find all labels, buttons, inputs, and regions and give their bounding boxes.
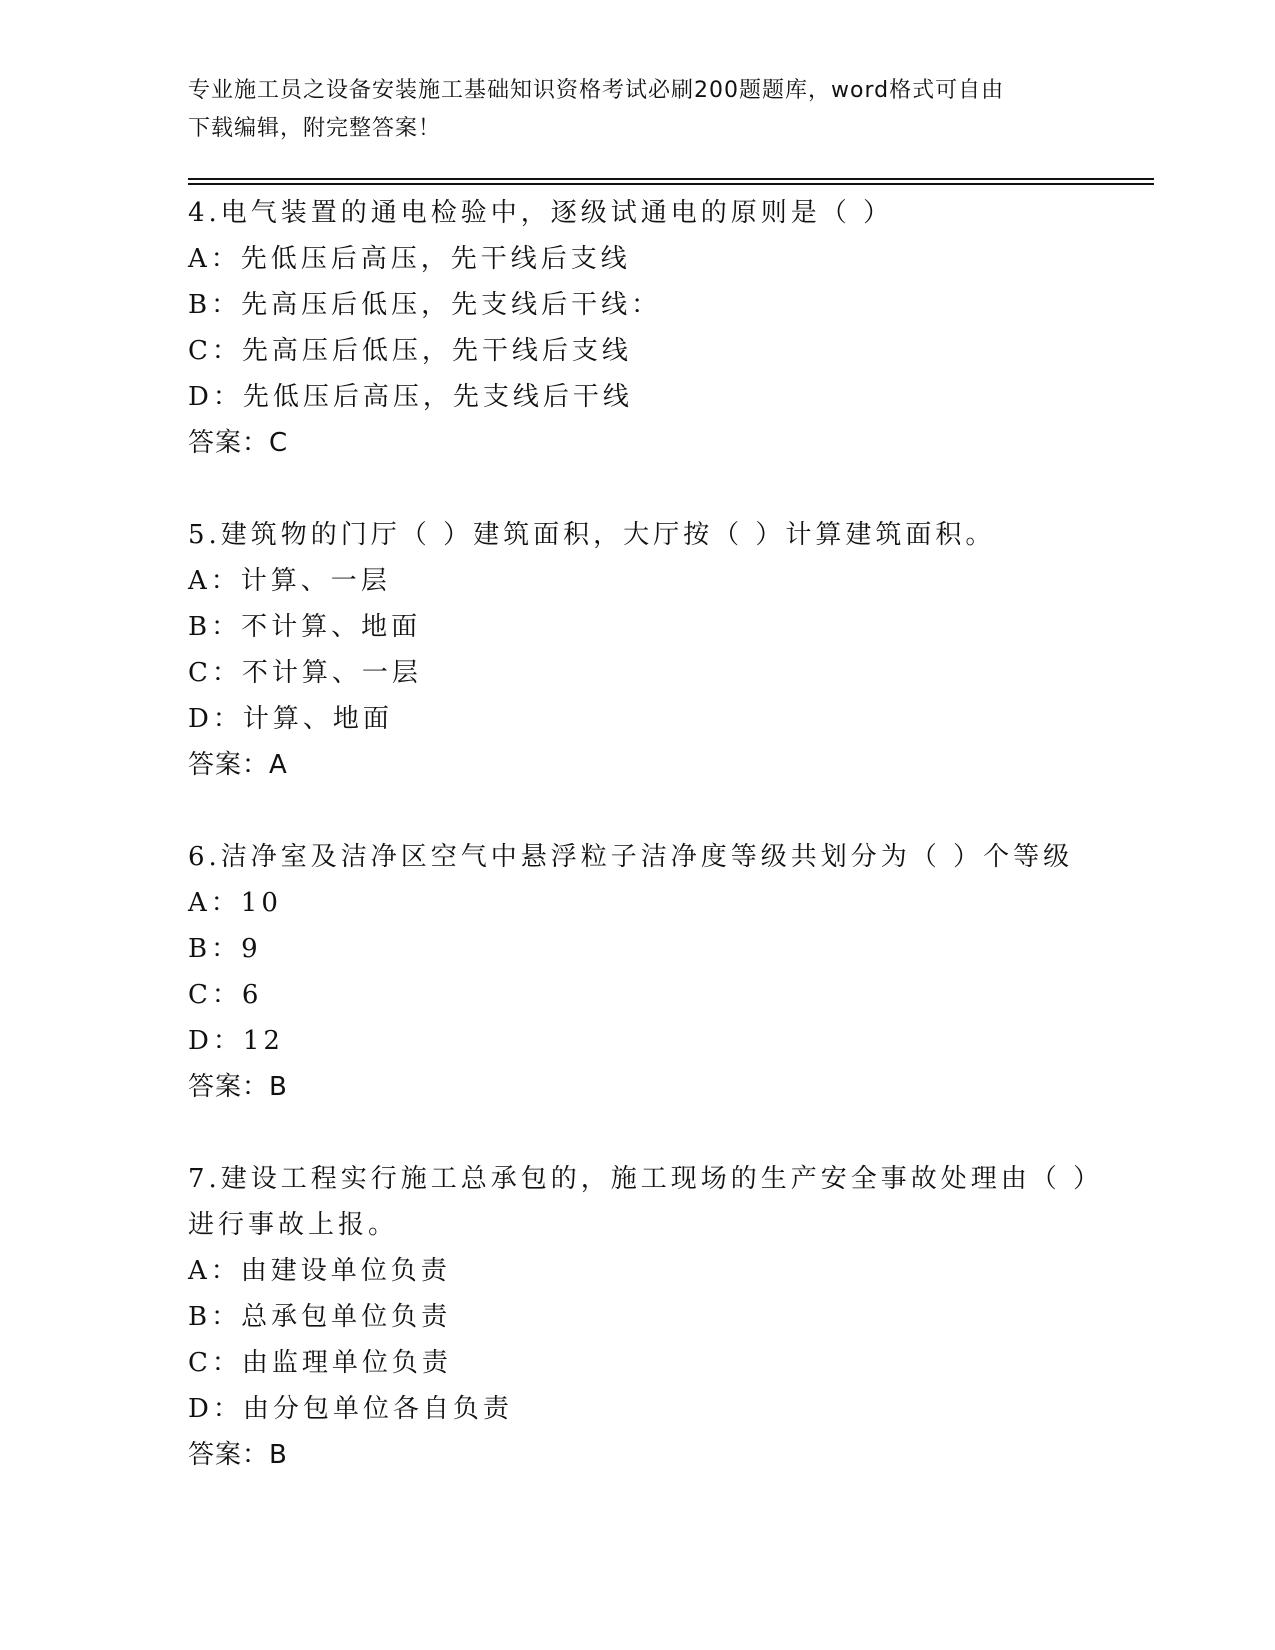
option-b: B：先高压后低压，先支线后干线： [188,290,662,320]
answer-line: 答案：A [188,750,288,780]
question-5 [188,512,1188,788]
answer-line: 答案：B [188,1440,288,1470]
question-stem-line: 4.电气装置的通电检验中，逐级试通电的原则是（ ） [188,198,894,228]
question-stem [188,190,1188,236]
option-b: B：9 [188,934,262,964]
option-c: C：6 [188,980,263,1010]
question-stem-line: 进行事故上报。 [188,1210,399,1240]
answer-line: 答案：C [188,428,289,458]
option-b: B：总承包单位负责 [188,1302,452,1332]
question-list [188,190,1188,1524]
option-d: D：由分包单位各自负责 [188,1394,513,1424]
option-d: D：先低压后高压，先支线后干线 [188,382,633,412]
option-c: C：先高压后低压，先干线后支线 [188,336,632,366]
question-stem-line: 6.洁净室及洁净区空气中悬浮粒子洁净度等级共划分为（ ）个等级 [188,842,1074,872]
option-a: A：先低压后高压，先干线后支线 [188,244,631,274]
option-b: B：不计算、地面 [188,612,422,642]
question-stem-line: 5.建筑物的门厅（ ）建筑面积，大厅按（ ）计算建筑面积。 [188,520,996,550]
header-divider-bottom [188,183,1154,185]
question-4 [188,190,1188,466]
header-line: 下载编辑，附完整答案！ [188,116,442,141]
option-d: D：计算、地面 [188,704,393,734]
question-stem [188,834,1188,880]
option-c: C：不计算、一层 [188,658,422,688]
question-stem [188,1156,1188,1248]
option-a: A：计算、一层 [188,566,391,596]
question-6 [188,834,1188,1110]
question-stem-line: 7.建设工程实行施工总承包的，施工现场的生产安全事故处理由（ ） [188,1164,1104,1194]
option-a: A：10 [188,888,282,918]
header-line: 专业施工员之设备安装施工基础知识资格考试必刷200题题库，word格式可自由 [188,78,1005,103]
option-d: D：12 [188,1026,284,1056]
header-divider-top [188,178,1154,180]
question-7 [188,1156,1188,1478]
option-c: C：由监理单位负责 [188,1348,452,1378]
question-stem [188,512,1188,558]
answer-line: 答案：B [188,1072,288,1102]
option-a: A：由建设单位负责 [188,1256,451,1286]
document-header [188,72,1088,148]
